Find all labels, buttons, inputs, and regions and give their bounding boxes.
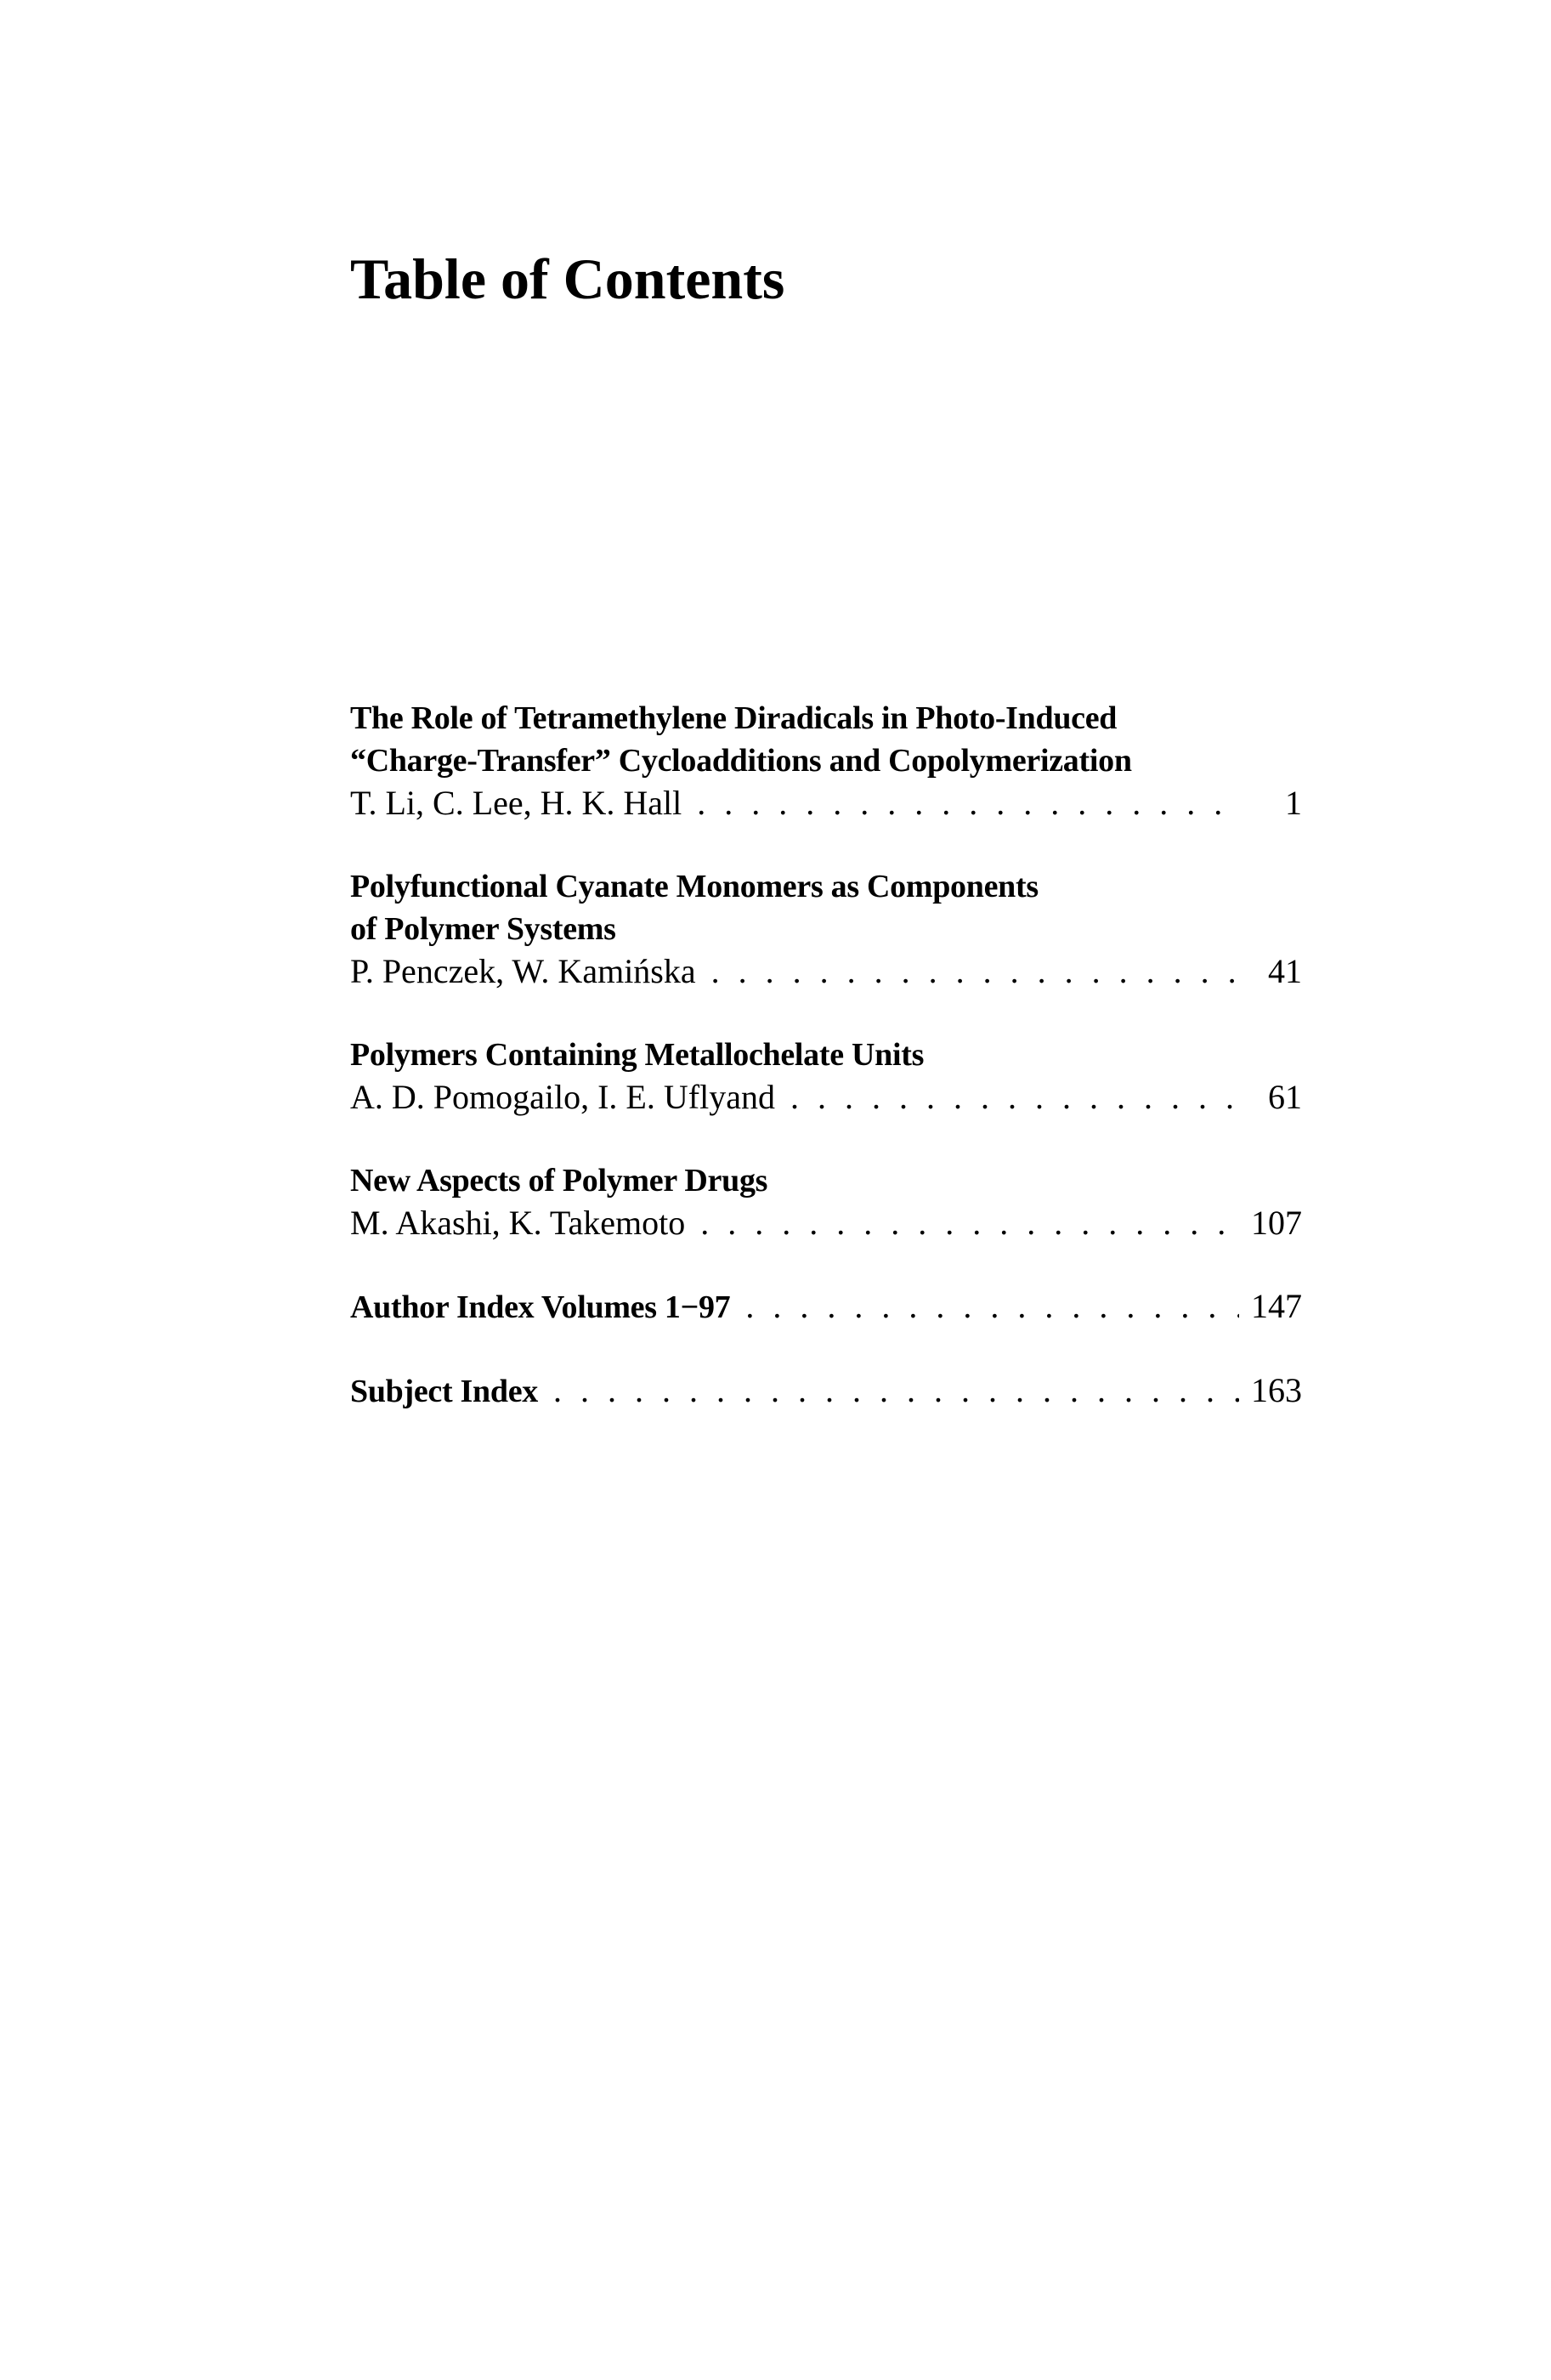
entry-authors: A. D. Pomogailo, I. E. Uflyand xyxy=(350,1078,775,1116)
entry-page-number: 107 xyxy=(1251,1204,1302,1242)
dot-leader xyxy=(711,950,1239,993)
index-label: Subject Index xyxy=(350,1374,538,1409)
entry-author-line xyxy=(350,782,1302,824)
toc-entry-subject-index[interactable] xyxy=(350,1369,1302,1413)
toc-entry-cyanate-monomers[interactable] xyxy=(350,865,1302,993)
toc-entry-tetramethylene-diradicals[interactable] xyxy=(350,697,1302,824)
entry-page-number: 61 xyxy=(1268,1078,1302,1116)
entry-page-number: 1 xyxy=(1285,784,1302,822)
index-page-number: 147 xyxy=(1251,1287,1302,1325)
entry-title-line: New Aspects of Polymer Drugs xyxy=(350,1163,768,1198)
page-title: Table of Contents xyxy=(350,246,785,311)
entry-title-line: Polyfunctional Cyanate Monomers as Components xyxy=(350,869,1039,904)
entry-author-line xyxy=(350,950,1302,993)
index-line xyxy=(350,1369,1302,1413)
entry-author-line xyxy=(350,1202,1302,1244)
dot-leader xyxy=(697,782,1239,824)
entry-page-number: 41 xyxy=(1268,952,1302,990)
table-of-contents xyxy=(350,697,1302,1454)
entry-authors: T. Li, C. Lee, H. K. Hall xyxy=(350,784,682,822)
dot-leader xyxy=(745,1285,1239,1329)
entry-title-line: “Charge-Transfer” Cycloadditions and Copolymerization xyxy=(350,743,1132,779)
entry-author-line xyxy=(350,1076,1302,1119)
dot-leader xyxy=(700,1202,1239,1244)
toc-entry-metallochelate-units[interactable] xyxy=(350,1034,1302,1119)
entry-authors: M. Akashi, K. Takemoto xyxy=(350,1204,686,1242)
entry-title-line: The Role of Tetramethylene Diradicals in Photo-Induced xyxy=(350,700,1118,736)
toc-entry-polymer-drugs[interactable] xyxy=(350,1159,1302,1244)
entry-title-line: Polymers Containing Metallochelate Units xyxy=(350,1037,925,1073)
index-line xyxy=(350,1285,1302,1329)
entry-authors: P. Penczek, W. Kamińska xyxy=(350,952,696,990)
toc-entry-author-index[interactable] xyxy=(350,1285,1302,1329)
entry-title-line: of Polymer Systems xyxy=(350,911,616,947)
index-page-number: 163 xyxy=(1251,1371,1302,1409)
index-label: Author Index Volumes 1−97 xyxy=(350,1289,731,1325)
dot-leader xyxy=(553,1369,1239,1413)
dot-leader xyxy=(790,1076,1239,1119)
